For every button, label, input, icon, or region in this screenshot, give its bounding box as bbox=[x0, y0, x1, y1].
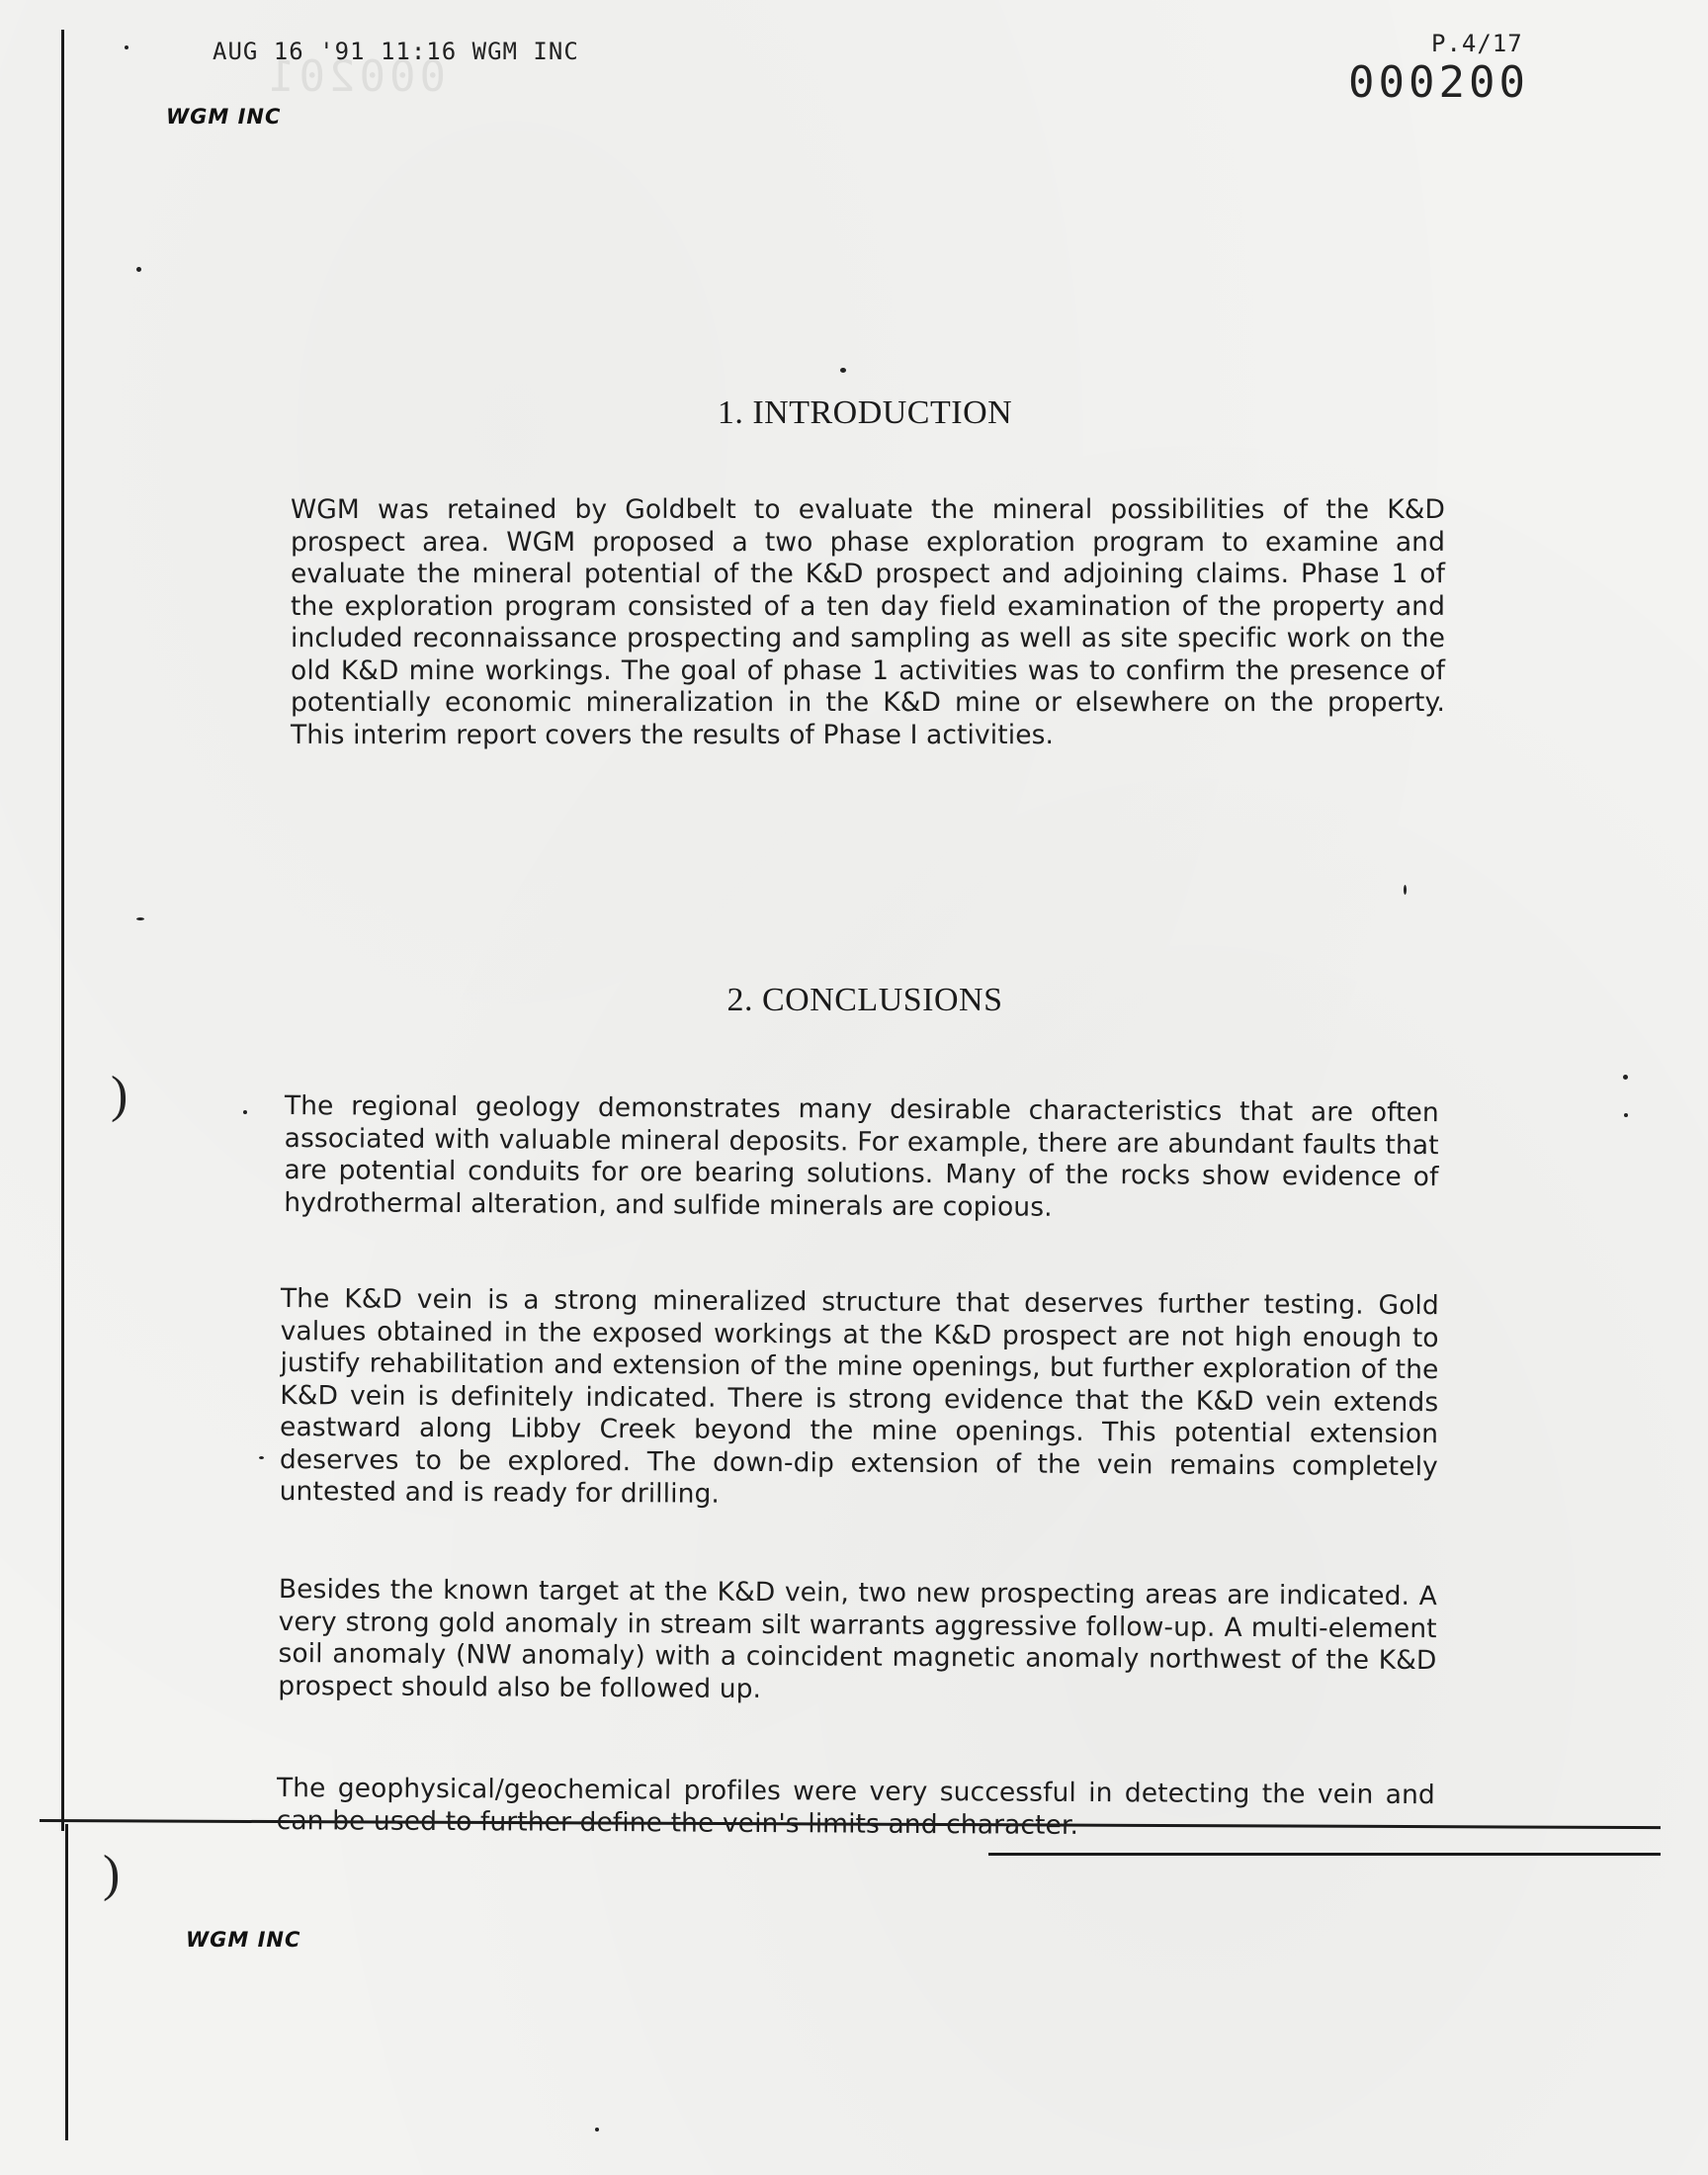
left-margin-line-lower bbox=[65, 1824, 68, 2140]
scan-speck bbox=[136, 917, 144, 920]
conclusion-paragraph: The regional geology demonstrates many desirable characteristics that are often associated with valuable mineral deposits. For example, there are abundant faults that are potential conduits for ore bearing solutions. Many of the rocks show evidence of hydrothermal alteration, and sulfide minerals are copious. bbox=[284, 1090, 1439, 1223]
conclusion-paragraph: The K&D vein is a strong mineralized structure that deserves further testing. Gold values obtained in the exposed workings at the K&D prospect are not high enough to justify rehabilitation and extension of the mine openings, but further exploration of the K&D vein is definitely indicated. There is strong evidence that the K&D vein extends eastward along Libby Creek beyond the mine openings. This potential extension deserves to be explored. The down-dip extension of the vein remains completely untested and is ready for drilling. bbox=[279, 1283, 1439, 1510]
scan-speck bbox=[595, 2128, 599, 2132]
company-logo-top: WGM INC bbox=[166, 105, 282, 129]
scan-mark-parenthesis: ) bbox=[103, 1846, 121, 1902]
scan-speck bbox=[1623, 1075, 1628, 1080]
page-break-line-lower bbox=[988, 1853, 1661, 1856]
conclusion-paragraph: Besides the known target at the K&D vein, two new prospecting areas are indicated. A very strong gold anomaly in stream silt warrants aggressive follow-up. A multi-element soil anomaly (NW anomaly) with a coincident magnetic anomaly northwest of the K&D prospect should also be followed up. bbox=[278, 1574, 1437, 1704]
introduction-paragraph: WGM was retained by Goldbelt to evaluate the mineral possibilities of the K&D prospect area. WGM proposed a two phase exploration program to examine and evaluate the mineral potential of the K&D prospect and adjoining claims. Phase 1 of the exploration program consisted of a ten day field examination of the property and included reconnaissance prospecting and sampling as well as site specific work on the old K&D mine workings. The goal of phase 1 activities was to confirm the presence of potentially economic mineralization in the K&D mine or elsewhere on the property. This interim report covers the results of Phase I activities. bbox=[291, 494, 1445, 750]
left-margin-line bbox=[61, 30, 64, 1831]
scan-speck bbox=[1624, 1113, 1628, 1117]
scan-speck bbox=[840, 368, 846, 373]
bleed-through-number: 000201 bbox=[265, 51, 446, 102]
scan-speck bbox=[1404, 885, 1407, 895]
scan-speck bbox=[259, 1456, 264, 1459]
fax-page-number: P.4/17 bbox=[1431, 30, 1523, 57]
scan-speck bbox=[125, 45, 128, 49]
conclusion-paragraph-truncated: The geophysical/geochemical profiles were very successful in detecting the vein and can be used to further define the vein's limits and character. bbox=[276, 1773, 1435, 1841]
scan-speck bbox=[243, 1110, 247, 1114]
scan-speck bbox=[136, 267, 141, 272]
document-number: 000200 bbox=[1348, 57, 1529, 108]
introduction-heading: 1. INTRODUCTION bbox=[717, 394, 1013, 431]
scan-mark-parenthesis: ) bbox=[111, 1067, 128, 1123]
company-logo-bottom: WGM INC bbox=[186, 1928, 301, 1952]
fax-header-line: AUG 16 '91 11:16 WGM INC bbox=[213, 38, 579, 65]
conclusions-heading: 2. CONCLUSIONS bbox=[726, 982, 1003, 1018]
